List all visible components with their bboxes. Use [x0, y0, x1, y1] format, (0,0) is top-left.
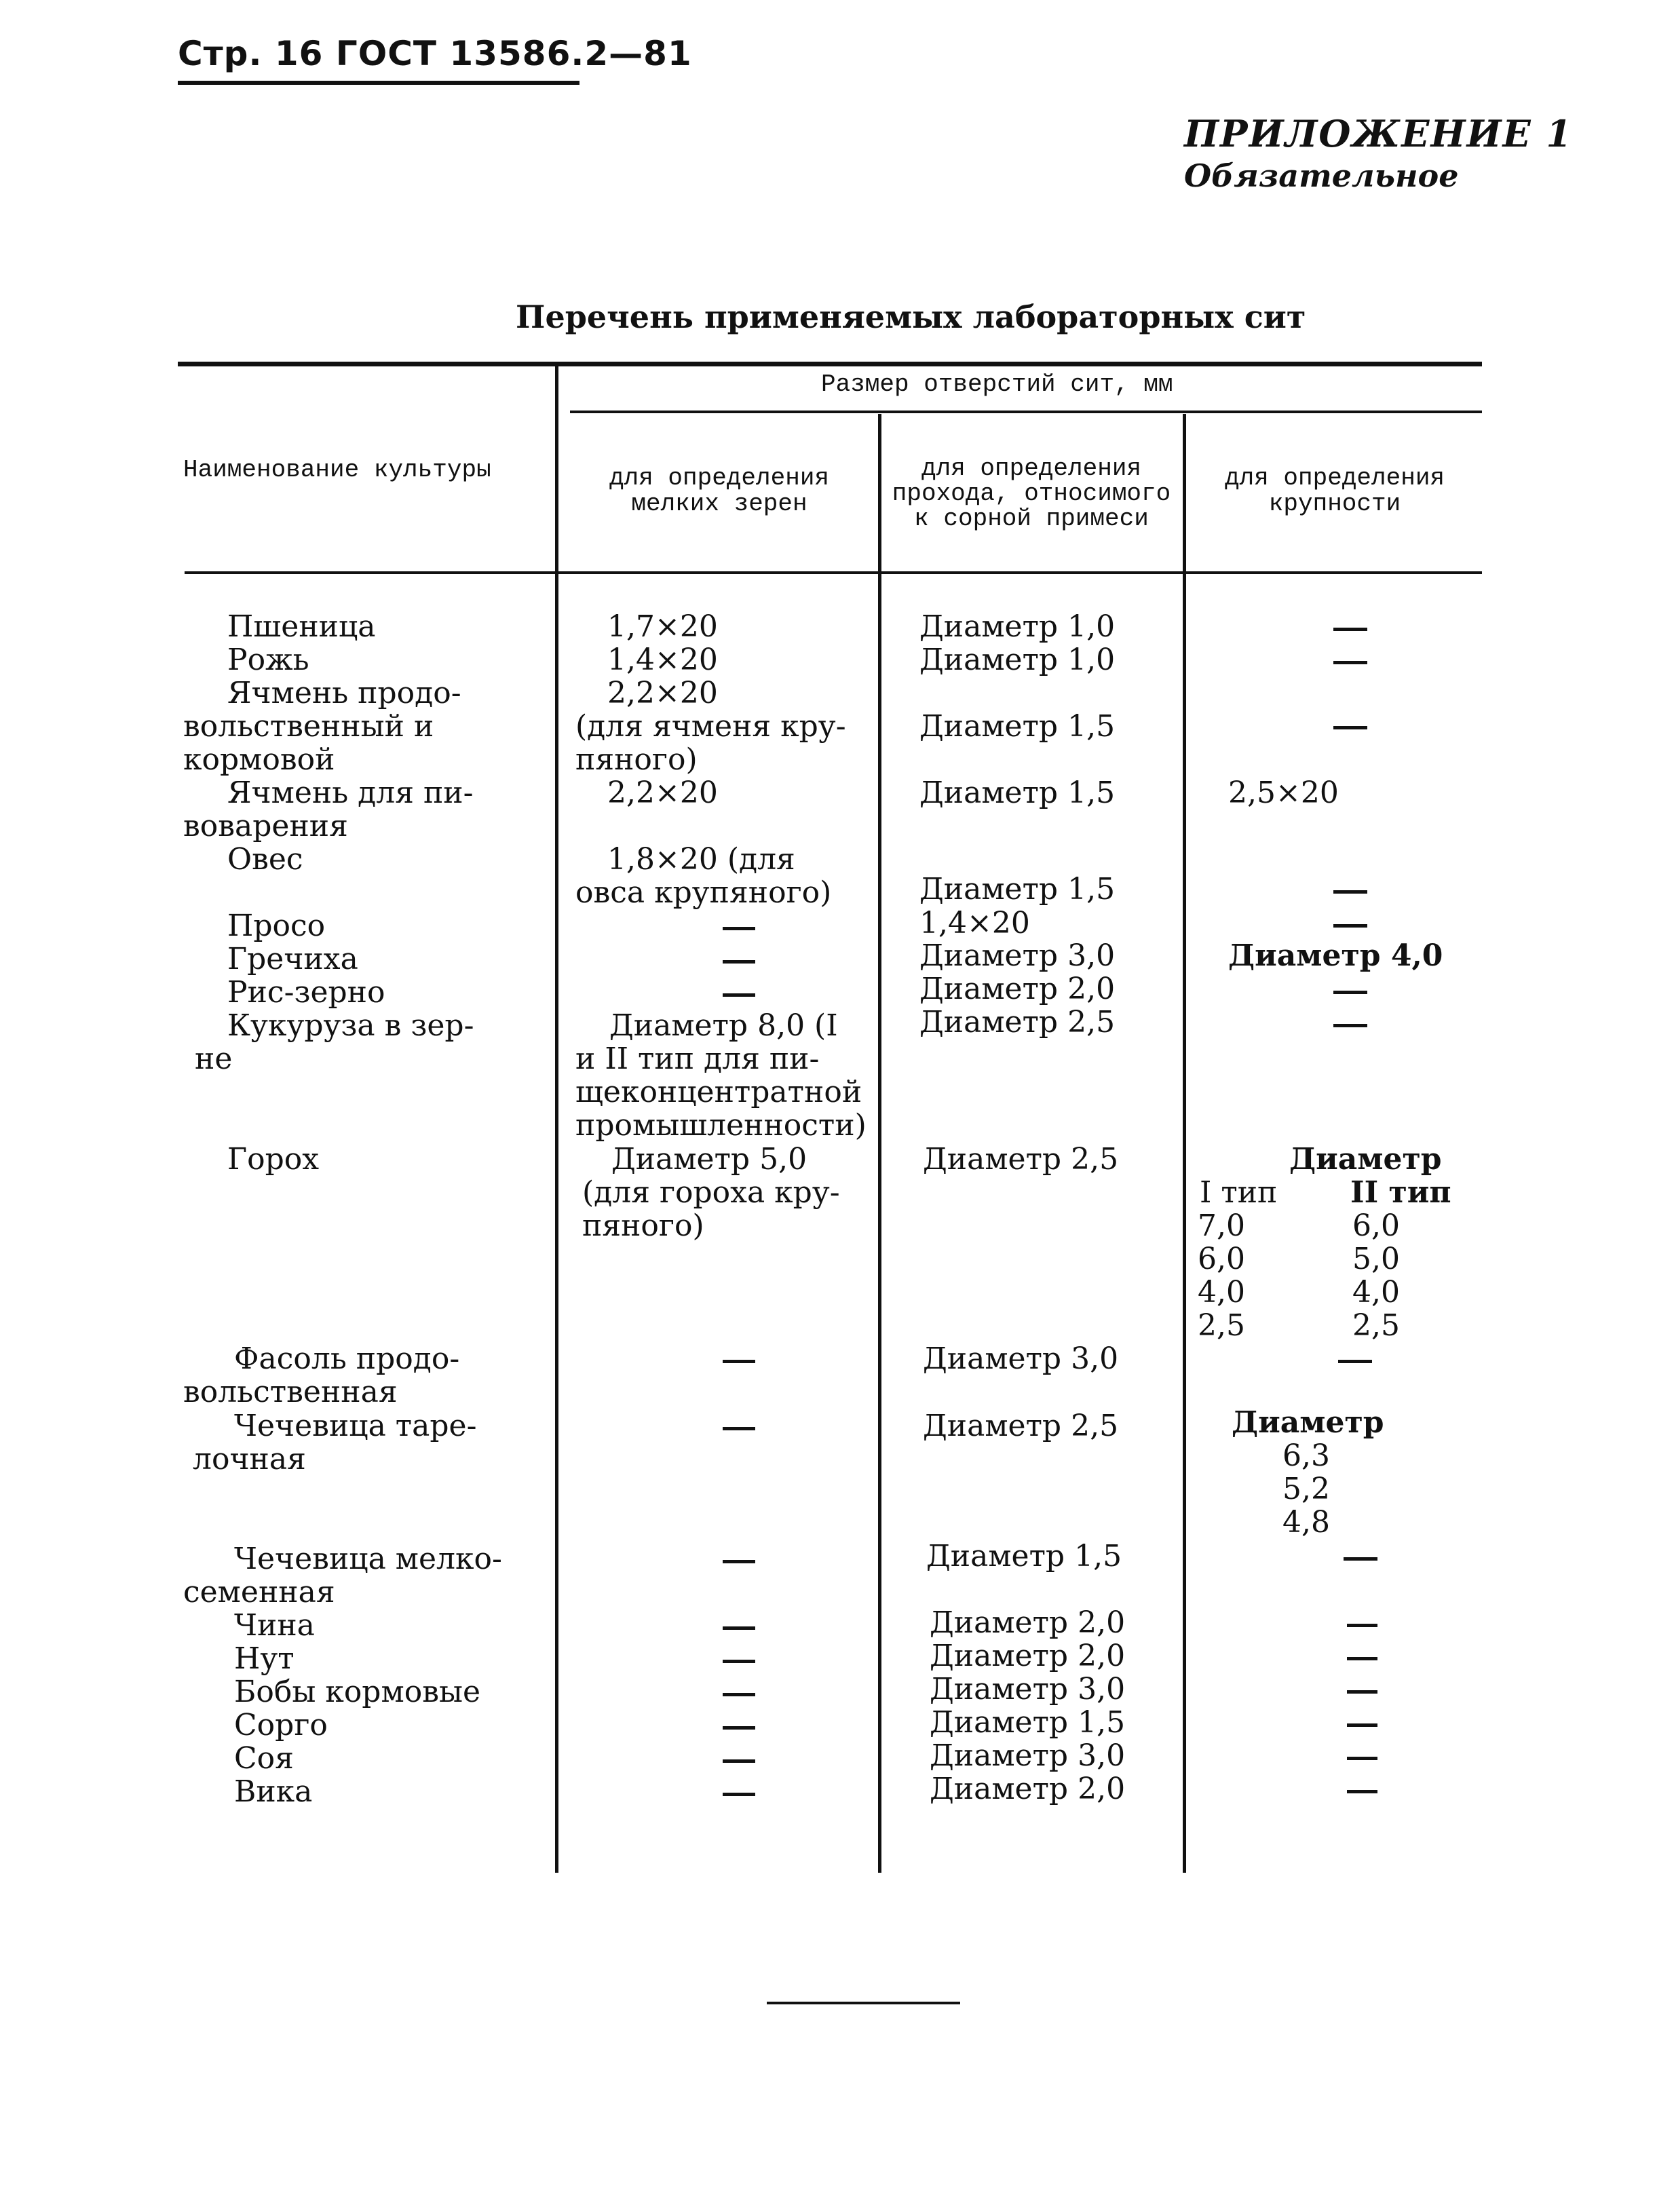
row-lentil-small-small-dash	[723, 1560, 755, 1563]
column-divider-2	[878, 414, 881, 1873]
row-soy-small-dash	[723, 1759, 755, 1763]
row-rye-coarse-dash	[1333, 661, 1367, 664]
row-beans-pass: Диаметр 3,0	[923, 1341, 1119, 1376]
row-rye-small: 1,4×20	[607, 643, 718, 677]
page-header-ref: Стр. 16 ГОСТ 13586.2—81	[178, 34, 692, 73]
row-wheat-coarse-dash	[1333, 628, 1367, 631]
row-peas-coarse-title: Диаметр	[1289, 1142, 1442, 1177]
row-beans-small-dash	[723, 1360, 755, 1363]
row-oats-name: Овес	[227, 842, 303, 877]
row-lentil-plate-coarse-title: Диаметр	[1232, 1405, 1384, 1440]
header-small-grains: для определения мелких зерен	[609, 464, 830, 518]
row-vetch-pass: Диаметр 2,0	[930, 1772, 1126, 1806]
header-coarseness: для определения крупности	[1224, 464, 1445, 518]
row-barley-brewing-coarse: 2,5×20	[1228, 776, 1339, 810]
row-rice-pass: Диаметр 2,0	[919, 972, 1116, 1006]
row-lentil-small-name: Чечевица мелко- семенная	[183, 1542, 502, 1609]
row-lentil-plate-pass: Диаметр 2,5	[923, 1409, 1119, 1443]
row-lentil-plate-small-dash	[723, 1427, 755, 1430]
row-rice-coarse-dash	[1333, 991, 1367, 994]
row-sorghum-pass: Диаметр 1,5	[930, 1705, 1126, 1740]
row-corn-name: Кукуруза в зер- не	[195, 1008, 474, 1076]
row-beans-name: Фасоль продо- вольственная	[183, 1341, 460, 1409]
row-peas-coarse-type2: II тип	[1350, 1175, 1451, 1210]
row-peas-coarse-col1: 7,0 6,0 4,0 2,5	[1198, 1208, 1245, 1343]
row-chickpea-small-dash	[723, 1660, 755, 1663]
row-fodder-beans-name: Бобы кормовые	[234, 1675, 481, 1709]
row-chickling-pass: Диаметр 2,0	[930, 1605, 1126, 1640]
row-soy-name: Соя	[234, 1741, 294, 1776]
row-barley-brewing-name: Ячмень для пи- воварения	[183, 776, 474, 843]
row-buckwheat-pass: Диаметр 3,0	[919, 938, 1116, 973]
row-lentil-plate-name: Чечевица таре- лочная	[193, 1409, 477, 1476]
row-rye-name: Рожь	[227, 643, 309, 677]
row-oats-coarse-dash	[1333, 890, 1367, 894]
row-vetch-coarse-dash	[1347, 1790, 1377, 1793]
row-millet-pass: 1,4×20	[919, 906, 1030, 940]
row-soy-coarse-dash	[1347, 1757, 1377, 1760]
row-oats-pass: Диаметр 1,5	[919, 872, 1116, 907]
row-rye-pass: Диаметр 1,0	[919, 643, 1116, 677]
column-divider-3	[1183, 414, 1186, 1873]
row-barley-food-coarse-dash	[1333, 726, 1367, 729]
row-soy-pass: Диаметр 3,0	[930, 1738, 1126, 1773]
row-sorghum-coarse-dash	[1347, 1723, 1377, 1727]
row-barley-food-name: Ячмень продо- вольственный и кормовой	[183, 676, 461, 777]
row-chickpea-pass: Диаметр 2,0	[930, 1639, 1126, 1673]
row-fodder-beans-small-dash	[723, 1693, 755, 1696]
row-barley-food-small: 2,2×20 (для ячменя кру- пяного)	[575, 676, 846, 777]
row-chickpea-name: Нут	[234, 1641, 294, 1676]
appendix-title: ПРИЛОЖЕНИЕ 1	[1184, 112, 1574, 155]
row-sorghum-name: Сорго	[234, 1708, 328, 1742]
header-sizes: Размер отверстий сит, мм	[821, 370, 1173, 398]
row-peas-coarse-type1: I тип	[1200, 1175, 1278, 1210]
row-corn-pass: Диаметр 2,5	[919, 1005, 1116, 1040]
row-chickling-small-dash	[723, 1626, 755, 1630]
row-lentil-small-pass: Диаметр 1,5	[926, 1539, 1122, 1574]
row-wheat-small: 1,7×20	[607, 609, 718, 644]
row-barley-food-pass: Диаметр 1,5	[919, 709, 1116, 744]
header-culture: Наименование культуры	[183, 456, 491, 484]
row-oats-small: 1,8×20 (для овса крупяного)	[575, 842, 832, 910]
footer-rule	[767, 2002, 960, 2004]
document-title: Перечень применяемых лабораторных сит	[516, 299, 1306, 335]
row-corn-small: Диаметр 8,0 (I и II тип для пи- щеконцентратной промышленности)	[575, 1008, 867, 1143]
table-header-bottom-rule	[185, 571, 1482, 574]
row-fodder-beans-coarse-dash	[1347, 1690, 1377, 1694]
row-peas-name: Горох	[227, 1142, 320, 1177]
header-pass-through: для определения прохода, относимого к сорной примеси	[892, 455, 1171, 533]
row-buckwheat-coarse: Диаметр 4,0	[1228, 938, 1443, 973]
row-beans-coarse-dash	[1338, 1360, 1372, 1363]
sizes-header-rule	[570, 411, 1482, 413]
row-corn-coarse-dash	[1333, 1024, 1367, 1027]
column-divider-1	[555, 366, 558, 1873]
row-sorghum-small-dash	[723, 1726, 755, 1730]
row-peas-coarse-col2: 6,0 5,0 4,0 2,5	[1352, 1208, 1400, 1343]
row-barley-brewing-small: 2,2×20	[607, 776, 718, 810]
row-buckwheat-small-dash	[723, 960, 755, 964]
row-rice-small-dash	[723, 993, 755, 997]
row-chickpea-coarse-dash	[1347, 1657, 1377, 1660]
table-top-rule	[178, 362, 1482, 366]
row-barley-brewing-pass: Диаметр 1,5	[919, 776, 1116, 810]
row-millet-small-dash	[723, 927, 755, 930]
row-chickling-coarse-dash	[1347, 1624, 1377, 1627]
row-wheat-name: Пшеница	[227, 609, 376, 644]
row-wheat-pass: Диаметр 1,0	[919, 609, 1116, 644]
row-vetch-small-dash	[723, 1793, 755, 1796]
row-chickling-name: Чина	[234, 1608, 315, 1643]
appendix-status: Обязательное	[1184, 157, 1459, 194]
row-fodder-beans-pass: Диаметр 3,0	[930, 1672, 1126, 1706]
row-peas-small: Диаметр 5,0 (для гороха кру- пяного)	[582, 1142, 840, 1243]
row-vetch-name: Вика	[234, 1774, 313, 1809]
row-millet-name: Просо	[227, 909, 326, 943]
row-rice-name: Рис-зерно	[227, 975, 385, 1010]
row-buckwheat-name: Гречиха	[227, 942, 358, 976]
row-peas-pass: Диаметр 2,5	[923, 1142, 1119, 1177]
row-millet-coarse-dash	[1333, 924, 1367, 928]
row-lentil-small-coarse-dash	[1344, 1557, 1377, 1561]
header-underline	[178, 81, 579, 85]
row-lentil-plate-coarse-values: 6,3 5,2 4,8	[1282, 1438, 1330, 1540]
